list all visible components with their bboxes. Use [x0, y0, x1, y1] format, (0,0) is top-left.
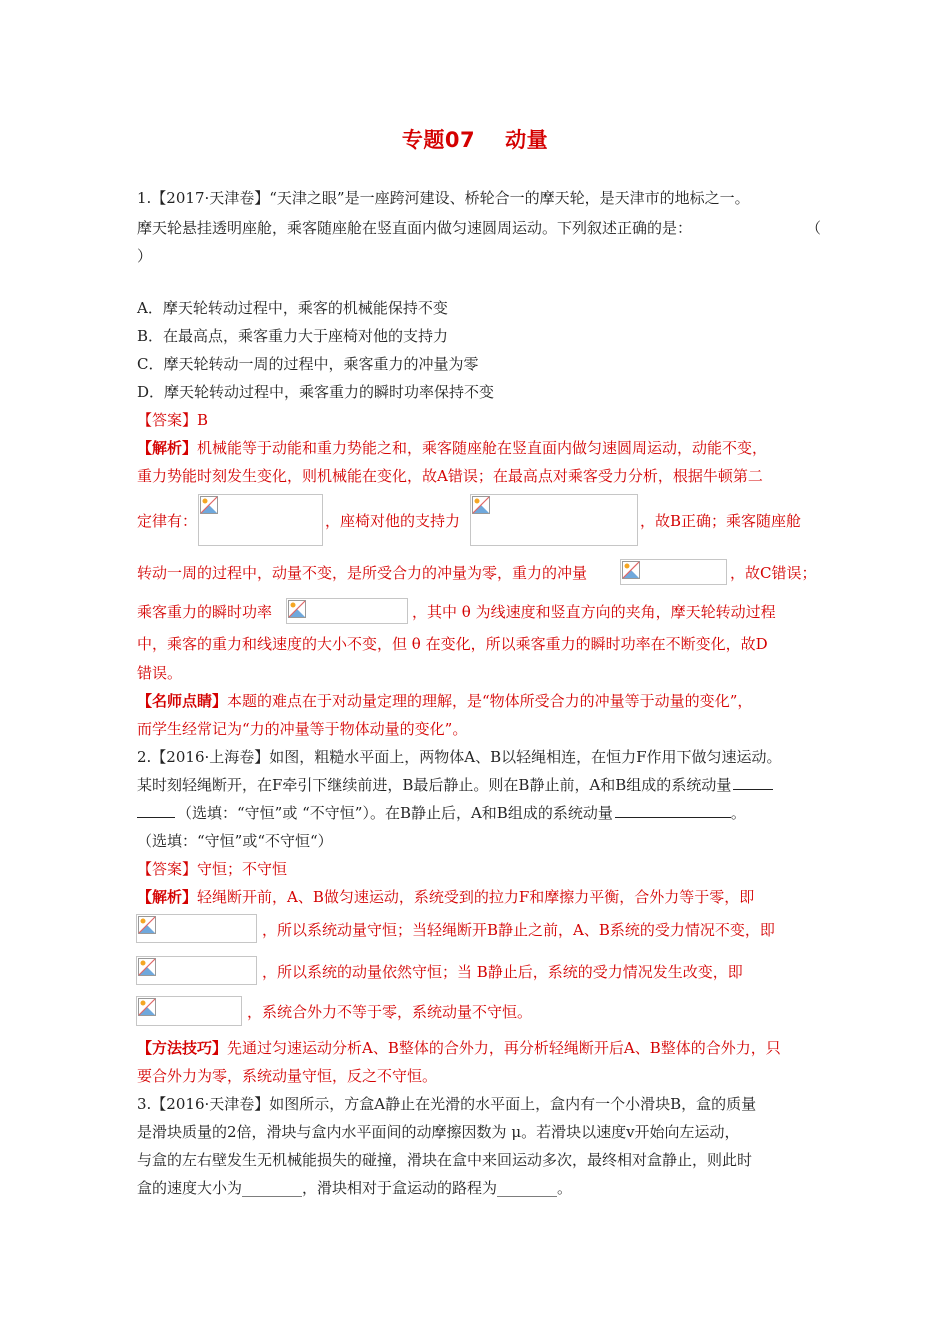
q3-line2: 是滑块质量的2倍，滑块与盒内水平面间的动摩擦因数为 μ。若滑块以速度v开始向左运动， — [137, 1123, 740, 1141]
q2-line2: 某时刻轻绳断开，在F牵引下继续前进，B最后静止。则在B静止前，A和B组成的系统动量 — [137, 775, 773, 795]
q3-line1: 3.【2016·天津卷】如图所示，方盒A静止在光滑的水平面上，盒内有一个小滑块B，盒的质量 — [137, 1095, 757, 1113]
q2-tip-line2: 要合外力为零，系统动量守恒，反之不守恒。 — [137, 1067, 438, 1085]
q1-analysis-label: 【解析】 — [137, 439, 198, 457]
formula-image-placeholder — [286, 598, 408, 624]
q1-option-b: B．在最高点，乘客重力大于座椅对他的支持力 — [137, 327, 449, 345]
broken-image-icon — [138, 958, 156, 976]
q2-analysis-line2: ，所以系统动量守恒；当轻绳断开B静止之前，A、B系统的受力情况不变，即 — [262, 921, 775, 939]
q2-analysis-line1: 【解析】轻绳断开前，A、B做匀速运动，系统受到的拉力F和摩擦力平衡，合外力等于零，即 — [137, 888, 755, 906]
q1-stem-line1: 1.【2017·天津卷】“天津之眼”是一座跨河建设、桥轮合一的摩天轮，是天津市的地标之一。 — [137, 189, 750, 207]
q1-analysis-line7: 错误。 — [137, 664, 183, 682]
q2-line1: 2.【2016·上海卷】如图，粗糙水平面上，两物体A、B以轻绳相连，在恒力F作用下做匀速运动。 — [137, 748, 782, 766]
q2-analysis-line4: ，系统合外力不等于零，系统动量不守恒。 — [247, 1003, 533, 1021]
q2-analysis-label: 【解析】 — [137, 888, 198, 906]
q1-tip-line1: 【名师点睛】本题的难点在于对动量定理的理解，是“物体所受合力的冲量等于动量的变化”， — [137, 692, 753, 710]
q1-analysis-line2: 重力势能时刻发生变化，则机械能在变化，故A错误；在最高点对乘客受力分析，根据牛顿第二 — [137, 467, 763, 485]
formula-image-placeholder — [470, 494, 638, 546]
broken-image-icon — [138, 998, 156, 1016]
q2-tip-label: 【方法技巧】 — [137, 1039, 228, 1057]
broken-image-icon — [138, 916, 156, 934]
q1-analysis-line5b: ，其中 θ 为线速度和竖直方向的夹角，摩天轮转动过程 — [412, 603, 776, 621]
answer-blank[interactable] — [733, 775, 773, 790]
q1-analysis-line4a: 转动一周的过程中，动量不变，是所受合力的冲量为零，重力的冲量 — [137, 564, 588, 582]
q1-paren-open: （ — [806, 219, 822, 237]
broken-image-icon — [622, 561, 640, 579]
title-name: 动量 — [505, 128, 549, 152]
formula-image-placeholder — [136, 914, 257, 943]
q1-analysis-line3c: ，故B正确；乘客随座舱 — [640, 512, 802, 530]
broken-image-icon — [200, 496, 218, 514]
q2-line4: （选填：“守恒”或“不守恒“） — [137, 832, 333, 850]
q1-analysis-line6: 中，乘客的重力和线速度的大小不变，但 θ 在变化，所以乘客重力的瞬时功率在不断变化，故D — [137, 635, 768, 653]
q1-option-a: A．摩天轮转动过程中，乘客的机械能保持不变 — [137, 299, 448, 317]
formula-image-placeholder — [136, 956, 257, 985]
q1-tip-label: 【名师点睛】 — [137, 692, 228, 710]
formula-image-placeholder — [198, 494, 323, 546]
q2-analysis-line3: ，所以系统的动量依然守恒；当 B静止后，系统的受力情况发生改变，即 — [262, 963, 743, 981]
q3-line4: 盒的速度大小为________，滑块相对于盒运动的路程为________。 — [137, 1179, 573, 1197]
answer-blank[interactable] — [137, 803, 175, 818]
title-topic: 专题07 — [401, 128, 476, 152]
broken-image-icon — [288, 600, 306, 618]
formula-image-placeholder — [620, 559, 727, 585]
q1-option-d: D．摩天轮转动过程中，乘客重力的瞬时功率保持不变 — [137, 383, 495, 401]
q1-analysis-line1: 【解析】机械能等于动能和重力势能之和，乘客随座舱在竖直面内做匀速圆周运动，动能不变， — [137, 439, 768, 457]
formula-image-placeholder — [136, 996, 242, 1026]
q1-analysis-line3a: 定律有： — [137, 512, 198, 530]
q1-analysis-line5a: 乘客重力的瞬时功率 — [137, 603, 273, 621]
q1-paren-close: ） — [137, 247, 153, 265]
q3-line3: 与盒的左右壁发生无机械能损失的碰撞，滑块在盒中来回运动多次，最终相对盒静止，则此时 — [137, 1151, 753, 1169]
broken-image-icon — [472, 496, 490, 514]
answer-blank[interactable] — [615, 803, 731, 818]
q1-analysis-line4b: ，故C错误； — [730, 564, 817, 582]
q1-tip-line2: 而学生经常记为“力的冲量等于物体动量的变化”。 — [137, 720, 468, 738]
q2-line3: （选填：“守恒”或 “不守恒”）。在B静止后，A和B组成的系统动量 。 — [137, 803, 746, 823]
q2-tip-line1: 【方法技巧】先通过匀速运动分析A、B整体的合外力，再分析轻绳断开后A、B整体的合外力，只 — [137, 1039, 781, 1057]
q1-stem-line2: 摩天轮悬挂透明座舱，乘客随座舱在竖直面内做匀速圆周运动。下列叙述正确的是： — [137, 219, 693, 237]
q1-option-c: C．摩天轮转动一周的过程中，乘客重力的冲量为零 — [137, 355, 479, 373]
q1-analysis-line3b: ，座椅对他的支持力 — [325, 512, 461, 530]
q2-answer: 【答案】守恒；不守恒 — [137, 860, 288, 878]
q1-answer: 【答案】B — [137, 411, 209, 429]
page-title — [0, 124, 950, 154]
